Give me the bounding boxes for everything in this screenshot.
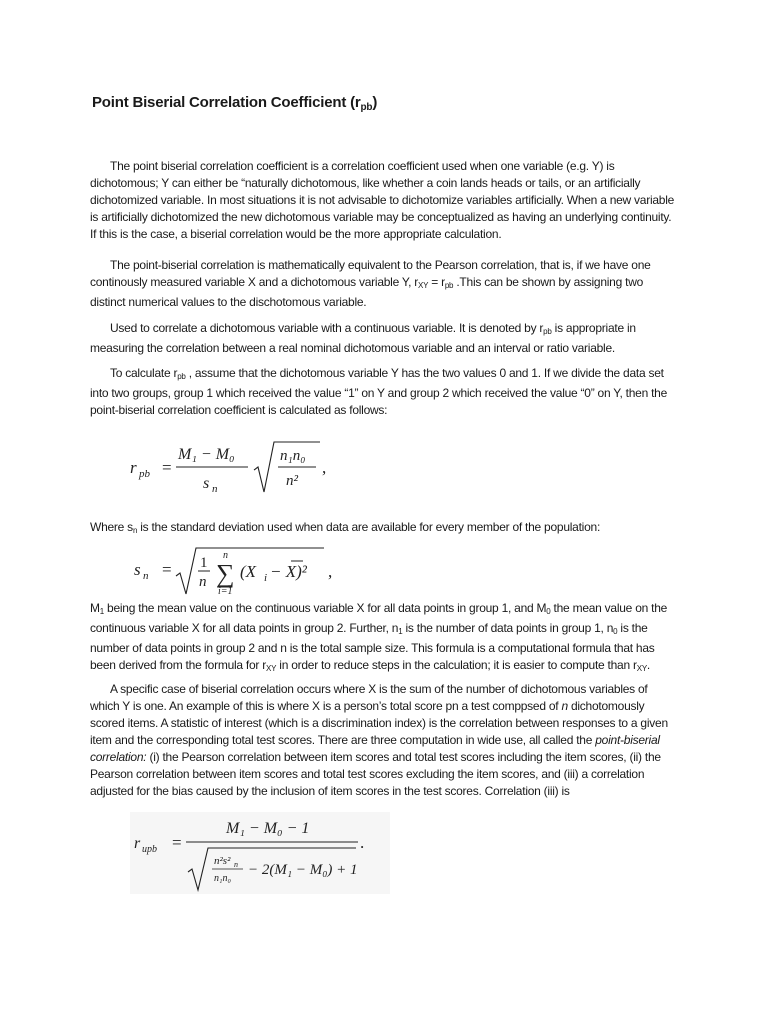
svg-text:=: = [172, 833, 182, 852]
svg-text:,: , [328, 562, 333, 581]
svg-text:r: r [134, 835, 141, 852]
paragraph-5: Where $s_n$ is the standard deviation used when data are available for every member of the population: [90, 520, 601, 535]
page-title: Point Biserial Correlation Coefficient $(r_{pb})$ [92, 94, 378, 113]
svg-text:=: = [162, 458, 172, 477]
svg-text:n₁n₀: n₁n₀ [214, 873, 231, 884]
svg-text:n²: n² [286, 473, 298, 489]
svg-text:M₁ − M₀ − 1: M₁ − M₀ − 1 [226, 820, 310, 837]
svg-text:n²s²: n²s² [214, 855, 231, 867]
equation-point-biserial [128, 440, 348, 500]
svg-text:.: . [360, 833, 365, 852]
svg-text:s: s [134, 560, 141, 579]
svg-text:n: n [199, 574, 207, 590]
svg-text:pb: pb [139, 468, 150, 480]
svg-text:1: 1 [200, 555, 208, 571]
svg-text:r: r [130, 458, 137, 477]
paragraph-2: The point-biserial correlation is mathematically equivalent to the Pearson correlation, that is, if we have one continously measured variable X and a dichotomous variable Y, $r_{XY} = r_{pb}$ .This can be shown by assigning two distinct numerical values to the dischotomous variable. [90, 258, 651, 309]
equation-standard-deviation [132, 540, 372, 598]
paragraph-3: Used to correlate a dichotomous variable with a continuous variable. It is denoted by $r_{pb}$ is appropriate in measuring the correlation between a real nominal dichotomous variable and an interval or ratio variable. [90, 321, 636, 355]
paragraph-4: To calculate $r_{pb}$ , assume that the dichotomous variable Y has the two values 0 and 1. If we divide the data set into two groups, group 1 which received the value “1” on Y and group 2 which received the value “0” on Y, then the point-biserial correlation coefficient is calculated as follows: [90, 366, 668, 417]
svg-text:i: i [264, 572, 268, 584]
svg-text:s: s [203, 475, 210, 492]
svg-text:n₁n₀: n₁n₀ [280, 448, 306, 464]
svg-text:n: n [143, 570, 149, 582]
svg-text:n: n [212, 483, 218, 495]
svg-text:n: n [223, 550, 228, 561]
svg-text:n: n [234, 860, 238, 869]
svg-text:(X: (X [240, 562, 257, 581]
paragraph-6: $M_1$ being the mean value on the continuous variable X for all data points in group 1, and $M_0$ the mean value on the continuous variable X for all data points in group 2. Further, $n_1$ is the number of data points in group 1, $n_0$ is the number of data points in group 2 and n is the total sample size. This formula is a computational formula that has been derived from the formula for $r_{XY}$ in order to reduce steps in the calculation; it is easier to compute than $r_{XY}$. [90, 601, 668, 673]
paragraph-7: A specific case of biserial correlation occurs where X is the sum of the number of dichotomous variables of which Y is one. An example of this is where X is a person’s total score pn a test comppsed of n dichotomously scored items. A statistic of interest (which is a discrimination index) is the correlation between responses to a given item and the corresponding total test scores. There are three computation in wide use, all called the point-biserial correlation: (i) the Pearson correlation between item scores and total test scores including the item scores, (ii) the Pearson correlation between item scores and total test scores excluding the item scores, and (iii) a correlation adjusted for the bias caused by the inclusion of item scores in the test scores. Correlation (iii) is [90, 682, 668, 798]
svg-text:,: , [322, 458, 327, 477]
svg-text:i=1: i=1 [218, 586, 233, 597]
svg-text:− X)²: − X)² [270, 562, 307, 581]
svg-text:M₁ − M₀: M₁ − M₀ [178, 446, 235, 463]
svg-text:=: = [162, 560, 172, 579]
svg-text:∑: ∑ [216, 559, 235, 588]
svg-text:upb: upb [142, 844, 157, 855]
paragraph-1: The point biserial correlation coefficient is a correlation coefficient used when one variable (e.g. Y) is dichotomous; Y can either be “naturally dichotomous, like whether a coin lands heads or tails, or an artificially dichotomized variable. In most situations it is not advisable to dichotomize variables artificially. When a new variable is artificially dichotomized the new dichotomous variable may be conceptualized as having an underlying continuity. If this is the case, a biserial correlation would be the more appropriate calculation. [90, 159, 675, 241]
equation-corrected-point-biserial [130, 812, 390, 894]
svg-text:− 2(M₁ − M₀) + 1: − 2(M₁ − M₀) + 1 [248, 862, 358, 878]
